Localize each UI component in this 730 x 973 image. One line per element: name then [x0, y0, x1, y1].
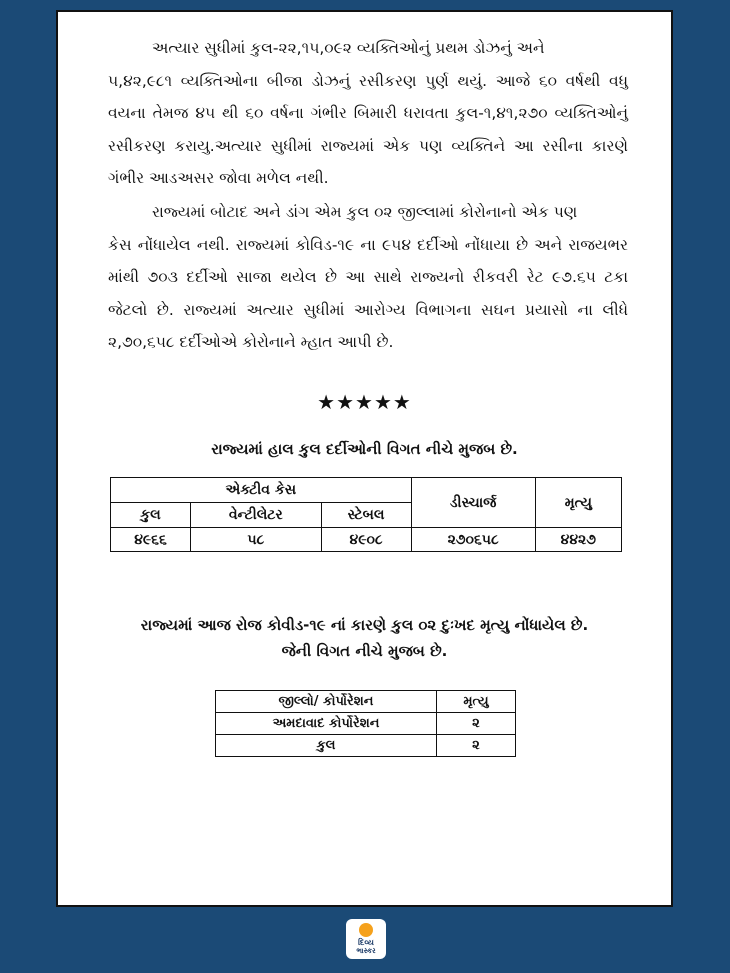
paragraph-2-line-1: રાજ્યમાં બોટાદ અને ડાંગ એમ કુલ ૦૨ જીલ્લામાં કોરોનાનો એક પણ: [152, 203, 578, 221]
logo-line-1: દિવ્ય: [358, 938, 374, 947]
paragraph-1-line-1: અત્યાર સુધીમાં કુલ-૨૨,૧૫,૦૯૨ વ્યક્તિઓનું પ્રથમ ડોઝનું અને: [152, 39, 545, 57]
deaths-table: [215, 690, 516, 757]
active-cases-header: એક્ટીવ કેસ: [111, 478, 412, 503]
divya-bhaskar-logo: [346, 919, 386, 959]
discharge-value: ૨૭૦૬૫૮: [411, 528, 535, 552]
discharge-header: ડીસ્ચાર્જ: [411, 478, 535, 528]
death-count-header: મૃત્યુ: [437, 691, 516, 713]
deaths-heading-line-1: રાજ્યમાં આજ રોજ કોવીડ-૧૯ નાં કારણે કુલ ૦૨ દુઃખદ મૃત્યુ નોંધાયેલ છે.: [140, 616, 589, 634]
deaths-value: ૪૪૨૭: [535, 528, 621, 552]
paragraph-1-rest: ૫,૪૨,૯૮૧ વ્યક્તિઓના બીજા ડોઝનું રસીકરણ પુર્ણ થયું. આજે ૬૦ વર્ષથી વધુ વયના તેમજ ૪૫ થી ૬૦ વર્ષના ગંભીર બિમારી ધરાવતા કુલ-૧,૪૧,૨૭૦ વ્યક્તિઓનું રસીકરણ કરાયુ.અત્યાર સુધીમાં રાજ્યમાં એક પણ વ્યક્તિને આ રસીના કારણે ગંભીર આડઅસર જોવા મળેલ નથી.: [108, 71, 628, 187]
deaths-header: મૃત્યુ: [535, 478, 621, 528]
logo-line-2: ભાસ્કર: [356, 947, 376, 955]
star-separator: ★★★★★: [317, 390, 412, 414]
deaths-heading-line-2: જેની વિગત નીચે મુજબ છે.: [281, 642, 448, 660]
death-count-cell: ૨: [437, 713, 516, 735]
district-header: જીલ્લો/ કોર્પોરેશન: [216, 691, 437, 713]
sun-icon: [359, 923, 373, 937]
paragraph-cases: [108, 196, 628, 359]
death-count-cell: ૨: [437, 735, 516, 757]
district-cell: કુલ: [216, 735, 437, 757]
patients-table: [110, 477, 622, 552]
ventilator-header: વેન્ટીલેટર: [191, 503, 321, 528]
district-cell: અમદાવાદ કોર્પોરેશન: [216, 713, 437, 735]
total-value: ૪૯૬૬: [111, 528, 191, 552]
deaths-heading: [58, 612, 671, 664]
patients-table-heading: રાજ્યમાં હાલ કુલ દર્દીઓની વિગત નીચે મુજબ છે.: [211, 440, 518, 458]
paragraph-2-rest: કેસ નોંધાયેલ નથી. રાજ્યમાં કોવિડ-૧૯ ના ૯૫૪ દર્દીઓ નોંધાયા છે અને રાજયભર માંથી ૭૦૩ દર્દીઓ સાજા થયેલ છે આ સાથે રાજ્યનો રીકવરી રેટ ૯૭.૬૫ ટકા જેટલો છે. રાજ્યમાં અત્યાર સુધીમાં આરોગ્ય વિભાગના સઘન પ્રયાસો ના લીધે ૨,૭૦,૬૫૮ દર્દીઓએ કોરોનાને મ્હાત આપી છે.: [108, 235, 628, 351]
ventilator-value: ૫૮: [191, 528, 321, 552]
table-row: [216, 735, 516, 757]
table-row: [111, 528, 622, 552]
stable-value: ૪૯૦૮: [321, 528, 411, 552]
press-release-page: [56, 10, 673, 907]
paragraph-vaccination: [108, 32, 628, 195]
table-row: [216, 713, 516, 735]
stable-header: સ્ટેબલ: [321, 503, 411, 528]
total-header: કુલ: [111, 503, 191, 528]
